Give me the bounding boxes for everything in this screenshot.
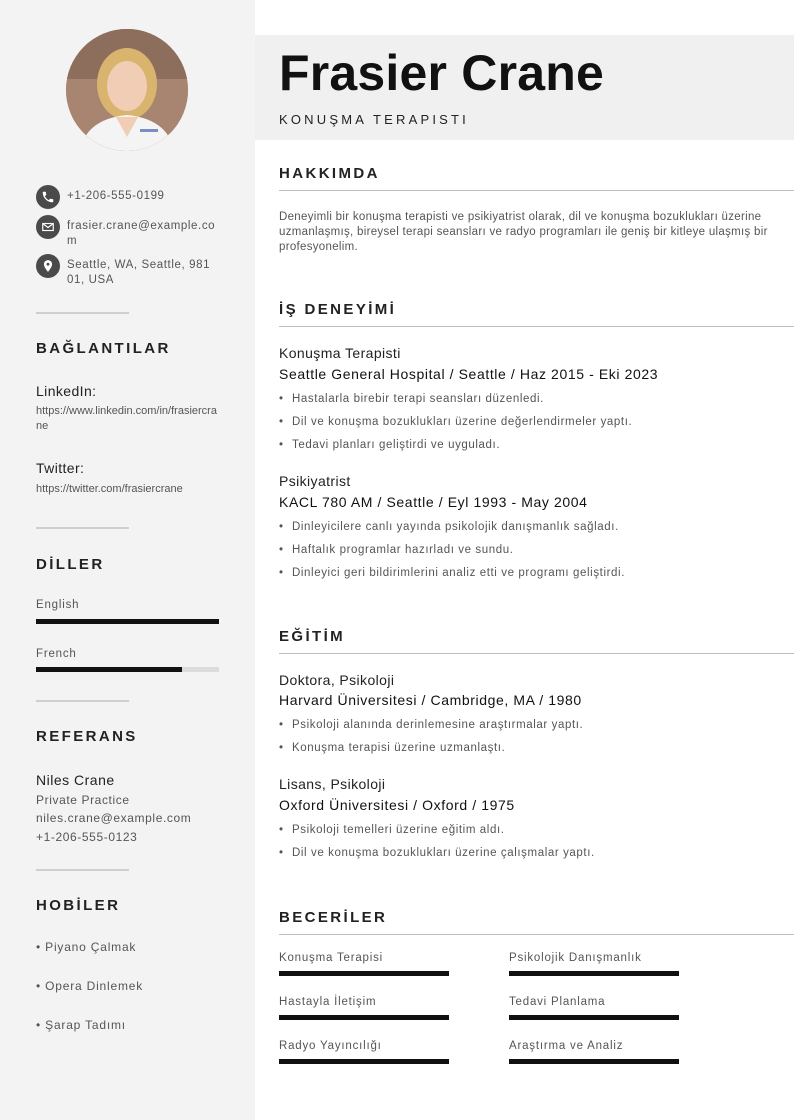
person-photo-icon xyxy=(66,29,188,151)
degree-title: Lisans, Psikoloji xyxy=(279,776,386,792)
skill-name: Konuşma Terapisi xyxy=(279,952,383,964)
hobby-item: • Opera Dinlemek xyxy=(36,979,144,993)
contact-email xyxy=(36,215,217,249)
section-rule xyxy=(279,190,794,191)
section-rule xyxy=(279,934,794,935)
reference-phone: +1-206-555-0123 xyxy=(36,830,138,844)
about-text: Deneyimli bir konuşma terapisti ve psikiyatrist olarak, dil ve konuşma bozuklukları üzerine uzmanlaşmış, bireysel terapi seansları ve radyo programları ile geniş bir kitleye ulaşmış bir profesyonelim. xyxy=(279,211,768,253)
about-heading: HAKKIMDA xyxy=(279,165,380,182)
list-item: • Tedavi planları geliştirdi ve uyguladı. xyxy=(279,439,501,451)
list-item-text: Dil ve konuşma bozuklukları üzerine değerlendirmeler yaptı. xyxy=(292,416,633,428)
reference-company: Private Practice xyxy=(36,793,130,807)
page-title: Frasier Crane xyxy=(279,45,604,101)
contact-address xyxy=(36,254,217,288)
phone-text: +1-206-555-0199 xyxy=(67,190,165,202)
list-item-text: Konuşma terapisi üzerine uzmanlaştı. xyxy=(292,742,506,754)
list-item: • Konuşma terapisi üzerine uzmanlaştı. xyxy=(279,742,506,754)
divider xyxy=(36,869,129,871)
reference-email[interactable]: niles.crane@example.com xyxy=(36,811,192,825)
experience-heading: İŞ DENEYİMİ xyxy=(279,301,397,318)
skill-level-bar xyxy=(509,1015,679,1020)
email-link[interactable]: frasier.crane@example.com xyxy=(67,220,216,247)
list-item-text: Tedavi planları geliştirdi ve uyguladı. xyxy=(292,439,501,451)
list-item-text: Hastalarla birebir terapi seansları düzenledi. xyxy=(292,393,544,405)
language-level-bar xyxy=(36,619,219,624)
language-level-fill xyxy=(36,619,219,624)
language-level-bar xyxy=(36,667,219,672)
links-heading: BAĞLANTILAR xyxy=(36,340,171,357)
list-item: • Dinleyicilere canlı yayında psikolojik danışmanlık sağladı. xyxy=(279,521,619,533)
hobbies-heading: HOBİLER xyxy=(36,897,121,914)
language-name: French xyxy=(36,648,77,660)
skill-level-bar xyxy=(279,971,449,976)
skills-heading: BECERİLER xyxy=(279,909,388,926)
list-item: • Haftalık programlar hazırladı ve sundu. xyxy=(279,544,514,556)
address-text: Seattle, WA, Seattle, 98101, USA xyxy=(67,259,211,286)
skill-name: Radyo Yayıncılığı xyxy=(279,1040,382,1052)
divider xyxy=(36,527,129,529)
list-item-text: Psikoloji temelleri üzerine eğitim aldı. xyxy=(292,824,505,836)
skill-name: Psikolojik Danışmanlık xyxy=(509,952,642,964)
school-name: Harvard Üniversitesi / Cambridge, MA / 1980 xyxy=(279,692,582,708)
section-rule xyxy=(279,326,794,327)
hobby-item: • Piyano Çalmak xyxy=(36,940,137,954)
list-item: • Psikoloji temelleri üzerine eğitim aldı. xyxy=(279,824,505,836)
list-item: • Dil ve konuşma bozuklukları üzerine çalışmalar yaptı. xyxy=(279,847,595,859)
contact-phone xyxy=(36,185,217,209)
divider xyxy=(36,700,129,702)
job-title: Konuşma Terapisti xyxy=(279,345,401,361)
twitter-link[interactable]: https://twitter.com/frasiercrane xyxy=(36,483,183,495)
reference-name: Niles Crane xyxy=(36,772,115,788)
skill-name: Hastayla İletişim xyxy=(279,996,377,1008)
degree-title: Doktora, Psikoloji xyxy=(279,672,395,688)
avatar xyxy=(66,29,188,151)
skill-level-bar xyxy=(279,1015,449,1020)
list-item-text: Psikoloji alanında derinlemesine araştırmalar yaptı. xyxy=(292,719,584,731)
linkedin-label: LinkedIn: xyxy=(36,383,97,399)
sidebar xyxy=(0,0,255,1120)
list-item-text: Haftalık programlar hazırladı ve sundu. xyxy=(292,544,514,556)
mail-icon xyxy=(36,215,60,239)
linkedin-link[interactable]: https://www.linkedin.com/in/frasiercrane xyxy=(36,405,217,432)
list-item: • Dil ve konuşma bozuklukları üzerine değerlendirmeler yaptı. xyxy=(279,416,633,428)
section-rule xyxy=(279,653,794,654)
hobby-item: • Şarap Tadımı xyxy=(36,1018,126,1032)
language-name: English xyxy=(36,599,80,611)
language-level-fill xyxy=(36,667,182,672)
skill-name: Tedavi Planlama xyxy=(509,996,606,1008)
languages-heading: DİLLER xyxy=(36,556,105,573)
skill-name: Araştırma ve Analiz xyxy=(509,1040,624,1052)
skill-level-bar xyxy=(509,1059,679,1064)
job-organization: Seattle General Hospital / Seattle / Haz 2015 - Eki 2023 xyxy=(279,366,659,382)
skill-level-bar xyxy=(509,971,679,976)
list-item-text: Dinleyici geri bildirimlerini analiz etti ve programı geliştirdi. xyxy=(292,567,625,579)
list-item-text: Dinleyicilere canlı yayında psikolojik danışmanlık sağladı. xyxy=(292,521,619,533)
education-heading: EĞİTİM xyxy=(279,628,346,645)
job-organization: KACL 780 AM / Seattle / Eyl 1993 - May 2004 xyxy=(279,494,588,510)
list-item-text: Dil ve konuşma bozuklukları üzerine çalışmalar yaptı. xyxy=(292,847,595,859)
references-heading: REFERANS xyxy=(36,728,138,745)
list-item: • Psikoloji alanında derinlemesine araştırmalar yaptı. xyxy=(279,719,584,731)
twitter-label: Twitter: xyxy=(36,460,85,476)
job-title: Psikiyatrist xyxy=(279,473,351,489)
divider xyxy=(36,312,129,314)
location-pin-icon xyxy=(36,254,60,278)
list-item: • Dinleyici geri bildirimlerini analiz etti ve programı geliştirdi. xyxy=(279,567,625,579)
phone-icon xyxy=(36,185,60,209)
school-name: Oxford Üniversitesi / Oxford / 1975 xyxy=(279,797,515,813)
list-item: • Hastalarla birebir terapi seansları düzenledi. xyxy=(279,393,544,405)
job-role: KONUŞMA TERAPISTI xyxy=(279,112,469,127)
skill-level-bar xyxy=(279,1059,449,1064)
